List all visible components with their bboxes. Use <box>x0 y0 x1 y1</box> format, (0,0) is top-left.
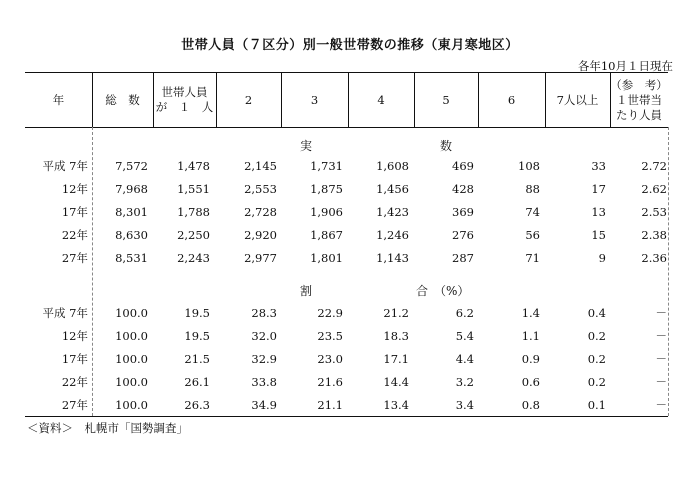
header-one-person <box>153 73 216 127</box>
cell-total: 8,630 <box>115 228 148 242</box>
cell-p4: 1,423 <box>376 205 409 219</box>
header-3 <box>281 73 348 127</box>
cell-p5: 428 <box>452 182 474 196</box>
cell-p2: 2,920 <box>244 228 277 242</box>
cell-p7: 0.4 <box>587 306 606 320</box>
cell-avg: 2.72 <box>641 159 667 173</box>
cell-p1: 2,250 <box>177 228 210 242</box>
cell-p2: 2,145 <box>244 159 277 173</box>
cell-p5: 276 <box>452 228 474 242</box>
row-year: 平成 7年 <box>42 306 88 320</box>
cell-p7: 0.2 <box>587 352 606 366</box>
cell-p3: 22.9 <box>317 306 343 320</box>
header-bottom-rule <box>25 127 668 128</box>
cell-p2: 2,728 <box>244 205 277 219</box>
cell-p7: 0.1 <box>587 398 606 412</box>
header-year-label: 年 <box>52 92 65 107</box>
cell-p2: 33.8 <box>251 375 277 389</box>
cell-total: 100.0 <box>115 306 148 320</box>
ref-column-divider <box>668 127 669 416</box>
cell-p2: 28.3 <box>251 306 277 320</box>
cell-avg: － <box>655 329 667 343</box>
cell-p1: 26.3 <box>184 398 210 412</box>
row-year: 平成 7年 <box>42 159 88 173</box>
cell-p5: 3.4 <box>455 398 474 412</box>
cell-total: 100.0 <box>115 375 148 389</box>
cell-total: 7,968 <box>115 182 148 196</box>
cell-p1: 21.5 <box>184 352 210 366</box>
cell-p6: 0.6 <box>521 375 540 389</box>
row-year: 27年 <box>61 398 88 412</box>
cell-total: 100.0 <box>115 352 148 366</box>
cell-p2: 34.9 <box>251 398 277 412</box>
cell-avg: 2.62 <box>641 182 667 196</box>
cell-p5: 5.4 <box>455 329 474 343</box>
cell-total: 7,572 <box>115 159 148 173</box>
section-actual-label-a: 実 <box>300 139 313 153</box>
cell-avg: 2.53 <box>641 205 667 219</box>
cell-p3: 21.6 <box>317 375 343 389</box>
header-7plus-label: 7人以上 <box>556 92 599 107</box>
header-reference-line2: １世帯当 <box>616 92 662 107</box>
cell-avg: 2.36 <box>641 251 667 265</box>
cell-p1: 19.5 <box>184 329 210 343</box>
cell-avg: － <box>655 306 667 320</box>
cell-p1: 1,788 <box>177 205 210 219</box>
section-ratio-label-a: 割 <box>300 284 313 298</box>
date-note: 各年10月１日現在 <box>577 59 673 73</box>
row-year: 17年 <box>61 352 88 366</box>
header-4-label: 4 <box>377 92 385 107</box>
cell-p4: 13.4 <box>383 398 409 412</box>
row-year: 12年 <box>61 329 88 343</box>
header-6-label: 6 <box>507 92 516 107</box>
cell-p3: 1,875 <box>310 182 343 196</box>
section-actual-label-b: 数 <box>440 139 453 153</box>
cell-p1: 26.1 <box>184 375 210 389</box>
cell-p4: 14.4 <box>383 375 409 389</box>
cell-p3: 23.0 <box>317 352 343 366</box>
cell-p4: 1,143 <box>376 251 409 265</box>
cell-p6: 0.8 <box>521 398 540 412</box>
cell-p7: 17 <box>591 182 606 196</box>
source-note: ＜資料＞ 札幌市「国勢調査」 <box>27 421 188 435</box>
cell-p6: 71 <box>525 251 540 265</box>
cell-total: 100.0 <box>115 398 148 412</box>
cell-p6: 1.4 <box>521 306 540 320</box>
header-reference-line1: （参 考） <box>610 77 668 92</box>
cell-p5: 287 <box>452 251 474 265</box>
cell-p5: 369 <box>452 205 474 219</box>
cell-p4: 1,608 <box>376 159 409 173</box>
header-4 <box>348 73 414 127</box>
cell-avg: － <box>655 375 667 389</box>
cell-p2: 32.0 <box>251 329 277 343</box>
header-5 <box>414 73 478 127</box>
header-one-person-line2: が １ 人 <box>155 100 214 114</box>
header-reference-line3: たり人員 <box>616 107 662 122</box>
header-6 <box>478 73 545 127</box>
cell-p1: 1,551 <box>177 182 210 196</box>
cell-p5: 3.2 <box>455 375 474 389</box>
cell-p3: 1,906 <box>310 205 343 219</box>
header-7plus <box>545 73 610 127</box>
header-total <box>92 73 153 127</box>
cell-p4: 21.2 <box>383 306 409 320</box>
cell-p7: 13 <box>591 205 606 219</box>
cell-p4: 1,456 <box>376 182 409 196</box>
section-ratio-label-b: 合 （%） <box>416 284 470 298</box>
cell-p7: 9 <box>598 251 606 265</box>
cell-avg: － <box>655 398 667 412</box>
header-5-label: 5 <box>442 92 450 107</box>
row-year: 12年 <box>61 182 88 196</box>
cell-p1: 19.5 <box>184 306 210 320</box>
cell-p6: 88 <box>525 182 540 196</box>
cell-p2: 32.9 <box>251 352 277 366</box>
row-year: 17年 <box>61 205 88 219</box>
cell-p2: 2,553 <box>244 182 277 196</box>
cell-p4: 1,246 <box>376 228 409 242</box>
table-bottom-rule <box>25 416 668 417</box>
header-total-label: 総 数 <box>105 92 140 107</box>
cell-total: 8,531 <box>115 251 148 265</box>
cell-p3: 1,731 <box>310 159 343 173</box>
cell-p1: 1,478 <box>177 159 210 173</box>
cell-p4: 18.3 <box>383 329 409 343</box>
cell-p7: 0.2 <box>587 329 606 343</box>
cell-p6: 1.1 <box>521 329 540 343</box>
header-reference <box>610 73 668 127</box>
cell-p5: 469 <box>452 159 474 173</box>
cell-p1: 2,243 <box>177 251 210 265</box>
header-2-label: 2 <box>244 92 253 107</box>
cell-p3: 21.1 <box>317 398 343 412</box>
cell-p6: 0.9 <box>521 352 540 366</box>
row-year: 22年 <box>61 375 88 389</box>
cell-p3: 23.5 <box>317 329 343 343</box>
cell-avg: － <box>655 352 667 366</box>
header-one-person-line1: 世帯人員 <box>161 85 208 99</box>
cell-p2: 2,977 <box>244 251 277 265</box>
cell-avg: 2.38 <box>641 228 667 242</box>
cell-p6: 56 <box>525 228 540 242</box>
cell-p6: 74 <box>525 205 540 219</box>
cell-p3: 1,801 <box>310 251 343 265</box>
cell-total: 100.0 <box>115 329 148 343</box>
cell-p5: 4.4 <box>455 352 474 366</box>
cell-p6: 108 <box>518 159 540 173</box>
page-title: 世帯人員（７区分）別一般世帯数の推移（東月寒地区） <box>181 38 519 53</box>
row-year: 27年 <box>61 251 88 265</box>
row-year: 22年 <box>61 228 88 242</box>
cell-p7: 33 <box>591 159 606 173</box>
cell-p7: 15 <box>591 228 606 242</box>
header-3-label: 3 <box>310 92 319 107</box>
header-year <box>25 73 92 127</box>
cell-p4: 17.1 <box>383 352 409 366</box>
cell-p7: 0.2 <box>587 375 606 389</box>
cell-total: 8,301 <box>115 205 148 219</box>
cell-p3: 1,867 <box>310 228 343 242</box>
header-2 <box>216 73 281 127</box>
cell-p5: 6.2 <box>455 306 474 320</box>
